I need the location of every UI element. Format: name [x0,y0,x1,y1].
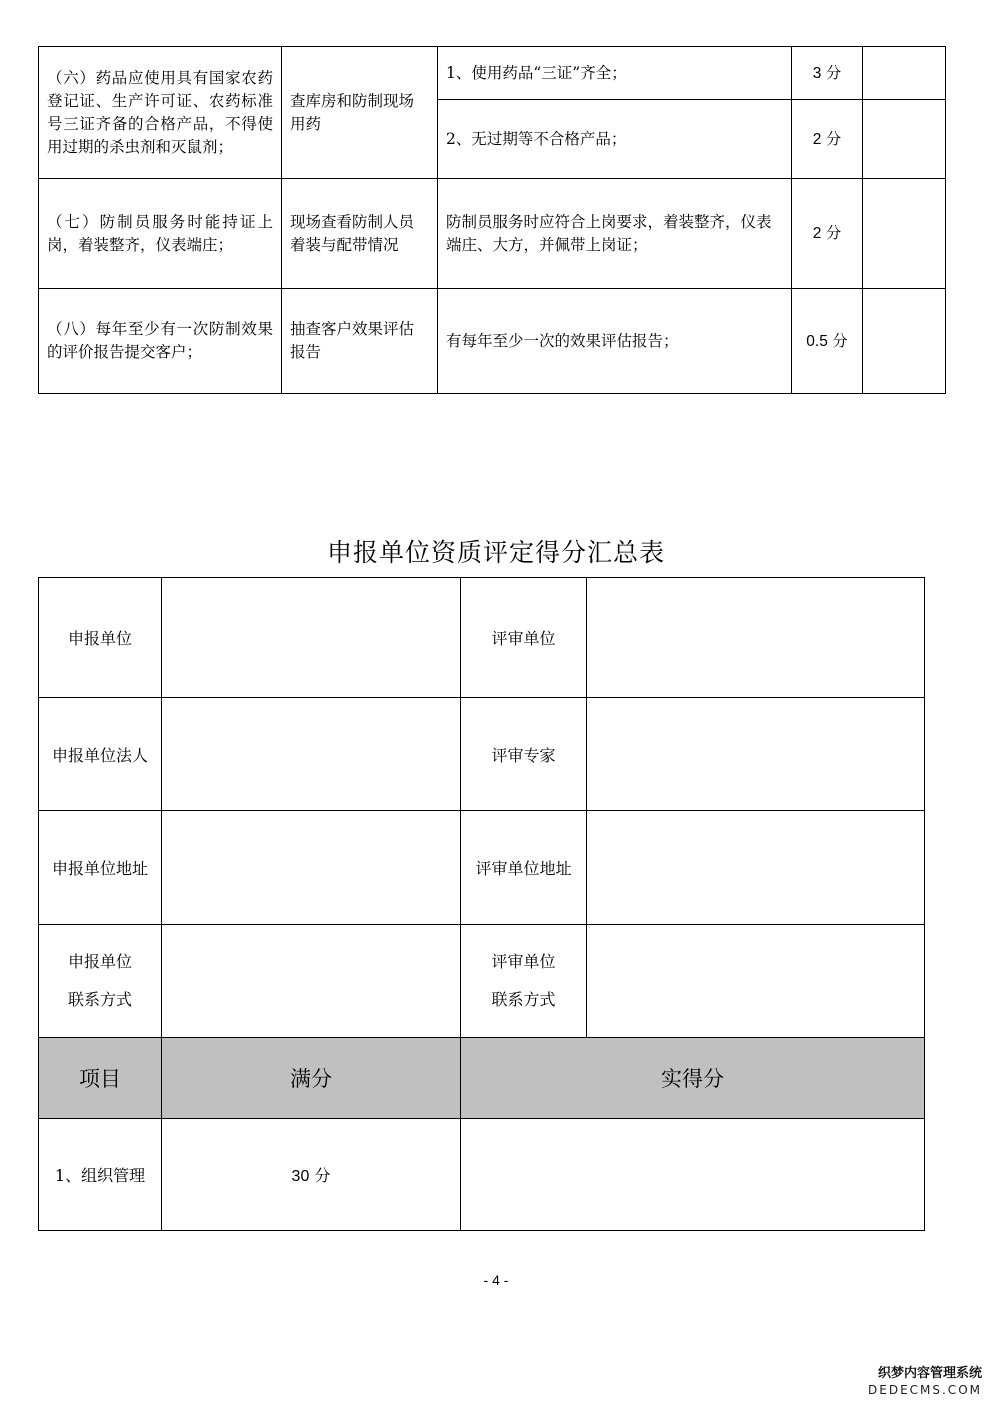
review-address-field[interactable] [587,811,925,925]
score-cell [792,179,863,289]
applicant-address-field[interactable] [162,811,461,925]
table-row [39,1119,925,1231]
header-full-score: 满分 [162,1038,461,1119]
page-number: - 4 - [483,1272,509,1288]
method-cell: 现场查看防制人员着装与配带情况 [282,179,438,289]
full-score-cell [162,1119,461,1231]
actual-score-cell[interactable] [863,179,946,289]
score-value: 2 [812,225,822,242]
watermark-line1: 织梦内容管理系统 [877,1366,982,1381]
score-unit: 分 [825,224,842,242]
standard-cell: 2、无过期等不合格产品； [438,100,792,179]
review-contact-field[interactable] [587,925,925,1038]
applicant-unit-label: 申报单位 [39,578,162,698]
applicant-contact-label-line2: 联系方式 [67,990,132,1009]
full-score-value: 30 [291,1168,310,1185]
review-address-label: 评审单位地址 [461,811,587,925]
actual-score-cell[interactable] [863,47,946,100]
watermark-logo [868,1366,982,1398]
requirement-cell: （七）防制员服务时能持证上岗，着装整齐，仪表端庄； [39,179,282,289]
table-row [39,925,925,1038]
applicant-contact-field[interactable] [162,925,461,1038]
review-contact-label [461,925,587,1038]
table-row [39,289,946,394]
review-contact-label-line1: 评审单位 [491,952,556,971]
score-unit: 分 [825,129,842,148]
review-expert-label: 评审专家 [461,698,587,811]
review-unit-label: 评审单位 [461,578,587,698]
applicant-contact-label-line1: 申报单位 [67,952,132,971]
requirement-cell: （六）药品应使用具有国家农药登记证、生产许可证、农药标准号三证齐备的合格产品，不得使用过期的杀虫剂和灭鼠剂； [39,47,282,179]
review-unit-field[interactable] [587,578,925,698]
review-expert-field[interactable] [587,698,925,811]
table-row [39,698,925,811]
score-cell [792,100,863,179]
criteria-table [38,46,946,394]
score-cell [792,289,863,394]
table-row [39,578,925,698]
full-score-unit: 分 [314,1166,331,1185]
actual-score-cell[interactable] [863,100,946,179]
score-value: 3 [812,64,822,82]
applicant-legal-field[interactable] [162,698,461,811]
header-item: 项目 [39,1038,162,1119]
standard-cell: 有每年至少一次的效果评估报告； [438,289,792,394]
review-contact-label-line2: 联系方式 [491,990,556,1009]
applicant-unit-field[interactable] [162,578,461,698]
table-header-row [39,1038,925,1119]
summary-title: 申报单位资质评定得分汇总表 [326,538,665,567]
table-row [39,47,946,100]
applicant-legal-label: 申报单位法人 [39,698,162,811]
method-cell: 查库房和防制现场用药 [282,47,438,179]
score-unit: 分 [825,63,842,82]
score-unit: 分 [832,331,848,350]
actual-score-cell[interactable] [863,289,946,394]
standard-cell: 防制员服务时应符合上岗要求，着装整齐，仪表端庄、大方，并佩带上岗证； [438,179,792,289]
applicant-address-label: 申报单位地址 [39,811,162,925]
requirement-cell: （八）每年至少有一次防制效果的评价报告提交客户； [39,289,282,394]
score-value: 2 [812,130,822,148]
method-cell: 抽查客户效果评估报告 [282,289,438,394]
table-row [39,179,946,289]
item-cell: 1、组织管理 [39,1119,162,1231]
header-actual-score: 实得分 [461,1038,925,1119]
summary-table [38,577,925,1231]
table-row [39,811,925,925]
score-value: 0.5 [806,332,828,350]
watermark-line2: DEDECMS.COM [868,1383,982,1397]
actual-score-field[interactable] [461,1119,925,1231]
standard-cell: 1、使用药品“三证”齐全； [438,47,792,100]
score-cell [792,47,863,100]
applicant-contact-label [39,925,162,1038]
